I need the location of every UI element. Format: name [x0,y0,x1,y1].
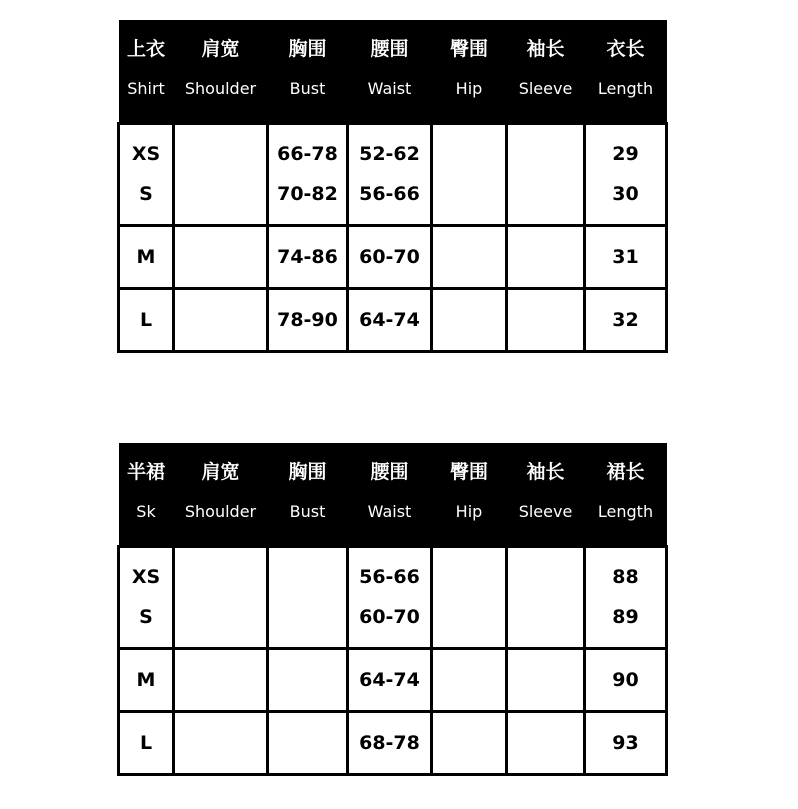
cell-value: L [139,731,153,754]
shirt-header-hip [432,20,507,123]
cell-value: 78-90 [277,308,338,331]
header-en-label: Sk [136,502,156,521]
cell-value: 64-74 [359,668,420,691]
shirt-header-waist [348,20,432,123]
waist-cell [348,288,432,351]
header-zh-label: 上衣 [126,38,165,60]
header-zh-label: 臀围 [449,461,488,483]
table-row [119,711,667,774]
waist-cell [348,546,432,648]
waist-cell [348,225,432,288]
bust-cell [268,648,348,711]
cell-value: 60-70 [359,245,420,268]
hip-cell [432,648,507,711]
hip-cell [432,288,507,351]
hip-cell [432,546,507,648]
header-zh-label: 胸围 [288,38,327,60]
header-zh-label: 肩宽 [201,461,240,483]
shirt-size-table [117,20,668,353]
cell-value: S [139,183,153,205]
sleeve-cell [507,288,585,351]
waist-cell [348,711,432,774]
header-zh-label: 臀围 [449,38,488,60]
cell-value: 70-82 [277,183,338,205]
shirt-header-length [585,20,667,123]
shoulder-cell [174,288,268,351]
header-zh-label: 裙长 [606,461,645,483]
cell-value: 64-74 [359,308,420,331]
table-row [119,288,667,351]
cell-value: 93 [612,731,639,754]
shoulder-cell [174,546,268,648]
cell-value: 29 [612,143,639,165]
sleeve-cell [507,225,585,288]
size-cell [119,225,174,288]
hip-cell [432,225,507,288]
header-en-label: Shirt [127,79,165,98]
cell-value: S [139,606,153,628]
sleeve-cell [507,711,585,774]
header-zh-label: 袖长 [526,461,565,483]
skirt-header-waist [348,443,432,546]
length-cell [585,711,667,774]
shirt-header-bust [268,20,348,123]
size-cell [119,648,174,711]
skirt-header-sleeve [507,443,585,546]
header-en-label: Hip [455,79,483,98]
cell-value: M [136,245,156,268]
cell-value: 31 [612,245,639,268]
cell-value: L [139,308,153,331]
cell-value: 89 [612,606,639,628]
cell-value: 90 [612,668,639,691]
bust-cell [268,288,348,351]
header-en-label: Length [597,502,654,521]
skirt-header-length [585,443,667,546]
size-cell [119,123,174,225]
header-en-label: Bust [289,502,326,521]
skirt-header-hip [432,443,507,546]
waist-cell [348,123,432,225]
skirt-size-table [117,443,668,776]
sleeve-cell [507,648,585,711]
bust-cell [268,546,348,648]
cell-value: 60-70 [359,606,420,628]
table-row [119,546,667,648]
skirt-header-shoulder [174,443,268,546]
skirt-header-size [119,443,174,546]
header-zh-label: 肩宽 [201,38,240,60]
skirt-header-row [119,443,667,546]
header-zh-label: 半裙 [126,461,165,483]
cell-value: 56-66 [359,183,420,205]
cell-value: XS [131,143,161,165]
header-zh-label: 袖长 [526,38,565,60]
cell-value: 56-66 [359,566,420,588]
cell-value: 52-62 [359,143,420,165]
table-row [119,123,667,225]
sleeve-cell [507,546,585,648]
table-row [119,225,667,288]
header-en-label: Length [597,79,654,98]
shirt-header-sleeve [507,20,585,123]
bust-cell [268,225,348,288]
header-en-label: Shoulder [184,502,257,521]
shirt-header-size [119,20,174,123]
skirt-header-bust [268,443,348,546]
size-cell [119,288,174,351]
size-cell [119,546,174,648]
header-en-label: Waist [367,79,412,98]
header-en-label: Sleeve [518,79,573,98]
length-cell [585,546,667,648]
header-en-label: Sleeve [518,502,573,521]
hip-cell [432,711,507,774]
cell-value: 74-86 [277,245,338,268]
header-zh-label: 衣长 [606,38,645,60]
cell-value: 68-78 [359,731,420,754]
header-en-label: Bust [289,79,326,98]
table-row [119,648,667,711]
length-cell [585,225,667,288]
header-zh-label: 腰围 [370,38,409,60]
header-en-label: Shoulder [184,79,257,98]
bust-cell [268,123,348,225]
shoulder-cell [174,225,268,288]
bust-cell [268,711,348,774]
shoulder-cell [174,648,268,711]
waist-cell [348,648,432,711]
cell-value: M [136,668,156,691]
sleeve-cell [507,123,585,225]
cell-value: XS [131,566,161,588]
size-cell [119,711,174,774]
length-cell [585,123,667,225]
shirt-header-shoulder [174,20,268,123]
length-cell [585,648,667,711]
length-cell [585,288,667,351]
hip-cell [432,123,507,225]
header-en-label: Waist [367,502,412,521]
shirt-header-row [119,20,667,123]
header-en-label: Hip [455,502,483,521]
shoulder-cell [174,123,268,225]
cell-value: 66-78 [277,143,338,165]
cell-value: 88 [612,566,639,588]
header-zh-label: 胸围 [288,461,327,483]
header-zh-label: 腰围 [370,461,409,483]
cell-value: 30 [612,183,639,205]
cell-value: 32 [612,308,639,331]
shoulder-cell [174,711,268,774]
